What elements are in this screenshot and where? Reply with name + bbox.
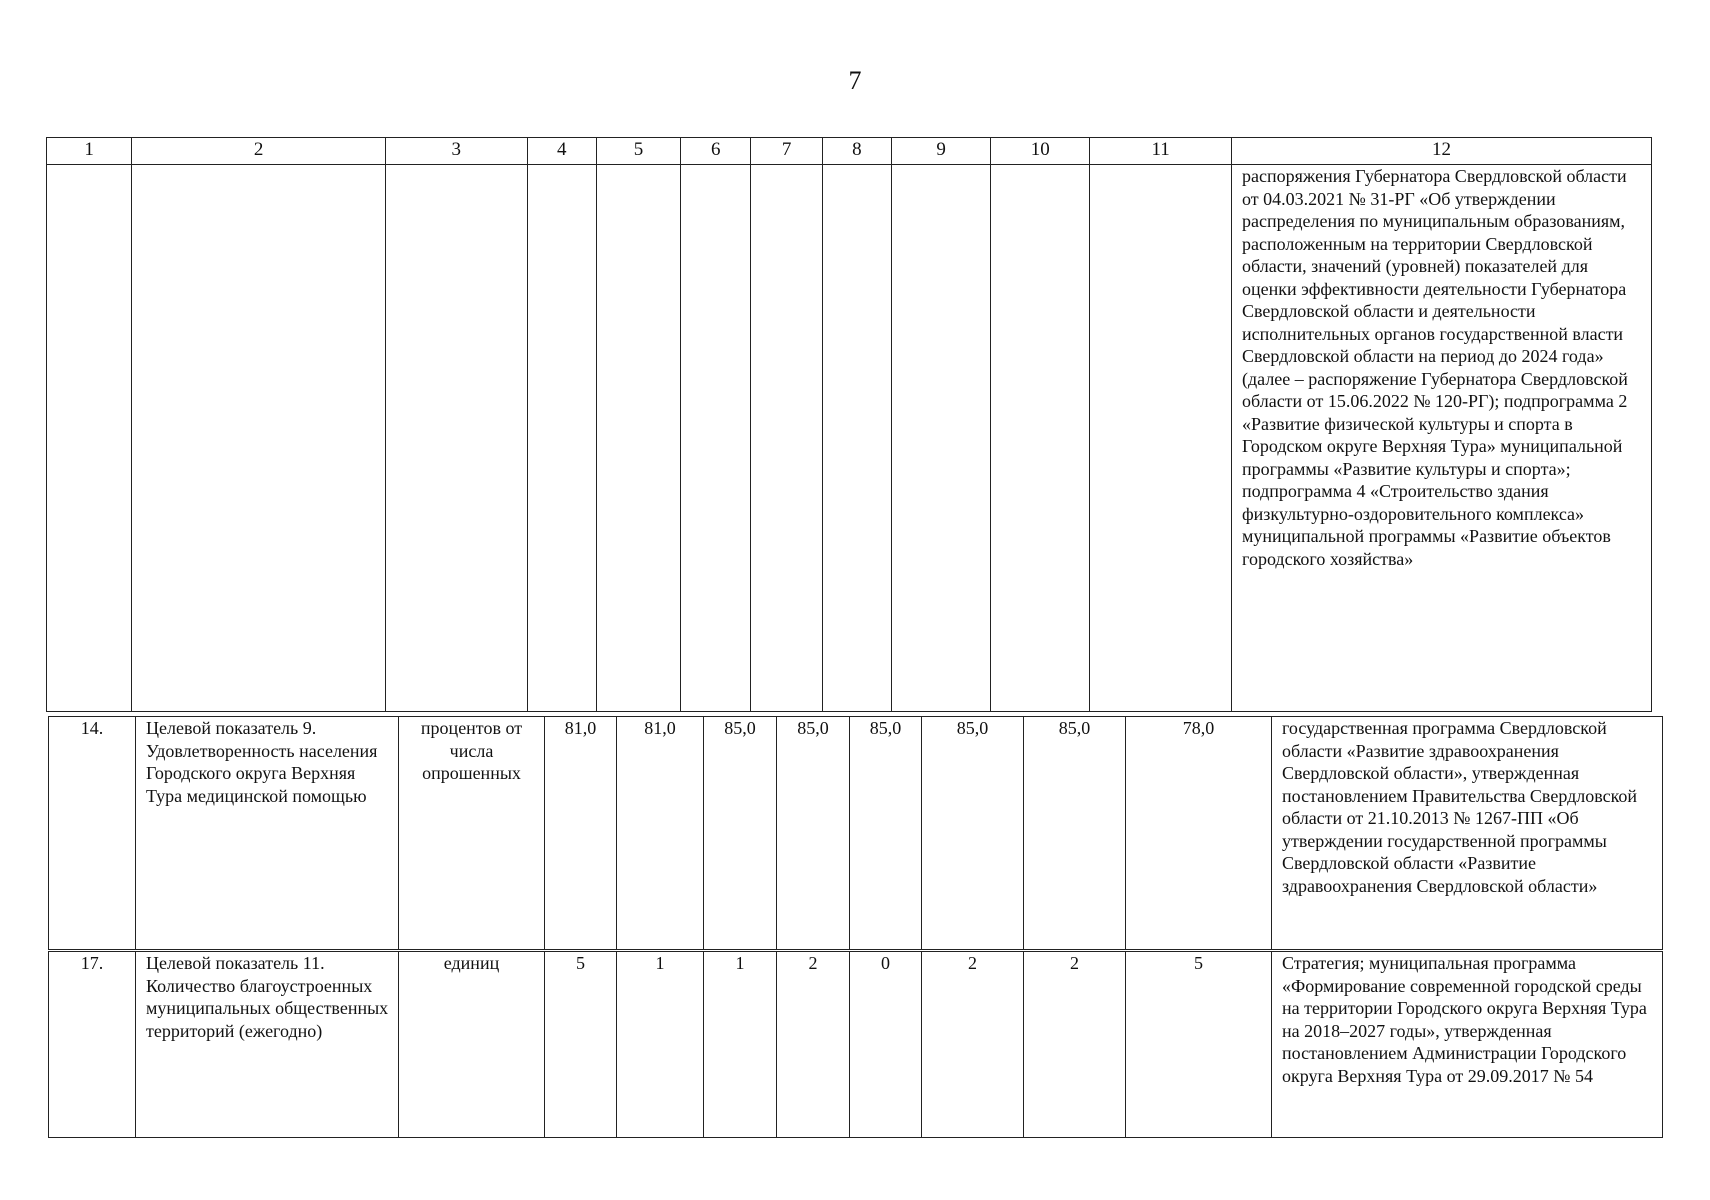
source-cell: Стратегия; муниципальная программа «Формирование современной городской среды на территории Городского округа Верхняя Тура на 2018–2027 годы», утвержденная постановлением Администрации Городского округа Верхняя Тура от 29.09.2017 № 54 [1272, 952, 1663, 1138]
cell-empty [132, 165, 386, 712]
value-cell: 85,0 [1024, 717, 1126, 950]
value-cell: 85,0 [922, 717, 1024, 950]
column-header: 8 [822, 138, 891, 165]
value-cell: 1 [617, 952, 704, 1138]
cell-empty [385, 165, 527, 712]
row-number: 14. [49, 717, 136, 950]
value-cell: 85,0 [704, 717, 777, 950]
value-cell: 81,0 [617, 717, 704, 950]
value-cell: 85,0 [850, 717, 922, 950]
value-cell: 2 [777, 952, 850, 1138]
cell-empty [596, 165, 680, 712]
column-header: 4 [527, 138, 596, 165]
cell-empty [47, 165, 132, 712]
value-cell: 5 [545, 952, 617, 1138]
value-cell: 0 [850, 952, 922, 1138]
column-header-row [47, 138, 1652, 165]
column-header: 3 [385, 138, 527, 165]
value-cell: 2 [922, 952, 1024, 1138]
cell-empty [1090, 165, 1232, 712]
value-cell: 2 [1024, 952, 1126, 1138]
source-cell: распоряжения Губернатора Свердловской области от 04.03.2021 № 31-РГ «Об утверждении распределения по муниципальным образованиям, расположенным на территории Свердловской области, значений (уровней) показателей для оценки эффективности деятельности Губернатора Свердловской области и деятельности исполнительных органов государственной власти Свердловской области на период до 2024 года» (далее – распоряжение Губернатора Свердловской области от 15.06.2022 № 120-РГ); подпрограмма 2 «Развитие физической культуры и спорта в Городском округе Верхняя Тура» муниципальной программы «Развитие культуры и спорта»; подпрограмма 4 «Строительство здания физкультурно-оздоровительного комплекса» муниципальной программы «Развитие объектов городского хозяйства» [1232, 165, 1652, 712]
column-header: 2 [132, 138, 386, 165]
continuation-table [46, 164, 1652, 712]
cell-empty [751, 165, 822, 712]
table-row [47, 165, 1652, 712]
row-17-table [48, 951, 1663, 1138]
value-cell: 78,0 [1126, 717, 1272, 950]
value-cell: 81,0 [545, 717, 617, 950]
indicator-name: Целевой показатель 11. Количество благоустроенных муниципальных общественных территорий (ежегодно) [136, 952, 399, 1138]
column-header: 9 [892, 138, 991, 165]
unit-cell: процентов от числа опрошенных [399, 717, 545, 950]
cell-empty [892, 165, 991, 712]
page-number: 7 [848, 66, 862, 95]
value-cell: 85,0 [777, 717, 850, 950]
column-header: 1 [47, 138, 132, 165]
cell-empty [822, 165, 891, 712]
column-header: 11 [1090, 138, 1232, 165]
column-header: 10 [991, 138, 1090, 165]
column-header: 5 [596, 138, 680, 165]
row-14-table [48, 716, 1663, 950]
value-cell: 1 [704, 952, 777, 1138]
source-cell: государственная программа Свердловской области «Развитие здравоохранения Свердловской области», утвержденная постановлением Правительства Свердловской области от 21.10.2013 № 1267-ПП «Об утверждении государственной программы Свердловской области «Развитие здравоохранения Свердловской области» [1272, 717, 1663, 950]
row-number: 17. [49, 952, 136, 1138]
column-header: 6 [681, 138, 751, 165]
value-cell: 5 [1126, 952, 1272, 1138]
table-row [49, 717, 1663, 950]
unit-cell: единиц [399, 952, 545, 1138]
column-header: 7 [751, 138, 822, 165]
table-row [49, 952, 1663, 1138]
column-header-table [46, 137, 1652, 165]
cell-empty [527, 165, 596, 712]
column-header: 12 [1232, 138, 1652, 165]
cell-empty [991, 165, 1090, 712]
indicator-name: Целевой показатель 9. Удовлетворенность населения Городского округа Верхняя Тура медицинской помощью [136, 717, 399, 950]
cell-empty [681, 165, 751, 712]
